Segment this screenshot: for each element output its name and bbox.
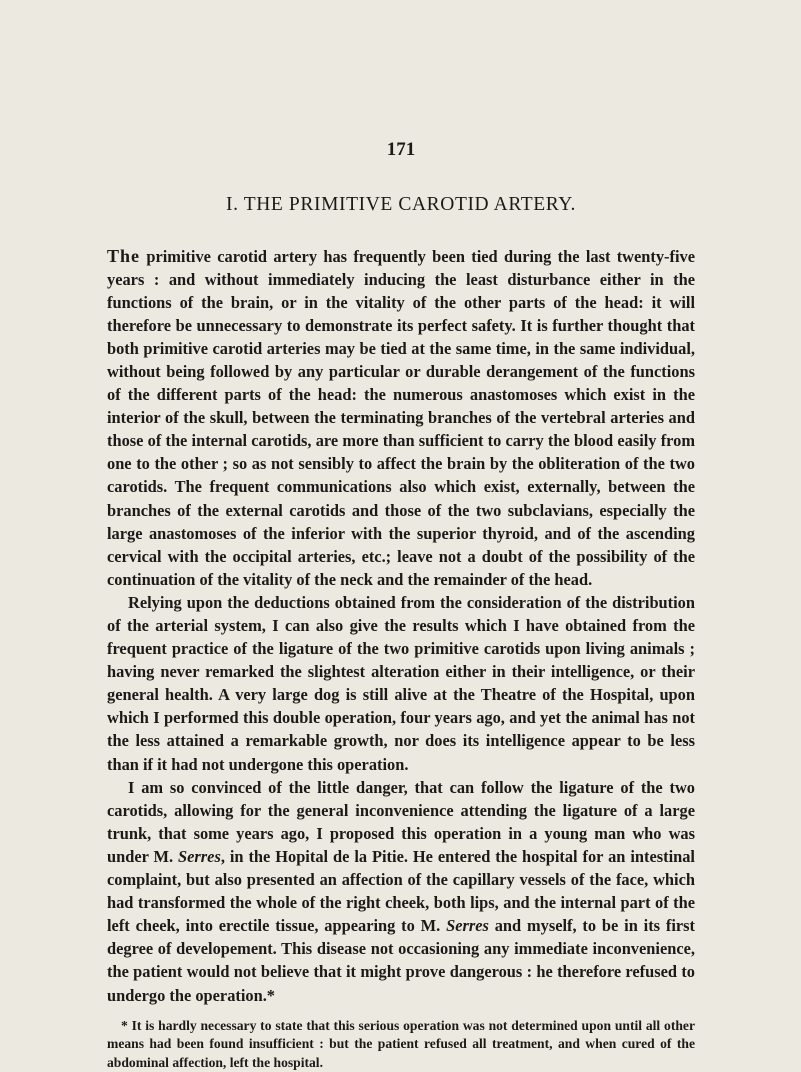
- paragraph-3-text-a: I am so convinced of the little danger, that can follow the ligature of the two carotids, allowing for the general inconvenience attending the ligature of a large trunk, that some years ago, I proposed this operation in a young man who was under M.: [107, 777, 695, 866]
- paragraph-1: [107, 245, 695, 591]
- chapter-title: I. THE PRIMITIVE CAROTID ARTERY.: [226, 194, 576, 215]
- page-number: 171: [386, 139, 416, 160]
- body-text: [107, 245, 695, 1007]
- paragraph-3-text-b: , in the Hopital de la Pitie. He entered the hospital for an intestinal complaint, but also presented an affection of the capillary vessels of the face, which had transformed the whole of the right cheek, both lips, and the internal part of the left cheek, into erectile tissue, appearing to M.: [107, 846, 695, 936]
- name-serres: Serres: [446, 916, 489, 936]
- paragraph-3-text-c: and myself, to be in its first degree of developement. This disease not occasioning any immediate inconvenience, the patient would not believe that it might prove dangerous : he therefore refused to undergo the operation.*: [107, 916, 696, 1005]
- paragraph-lead-word: The: [107, 245, 141, 266]
- paragraph-2: Relying upon the deductions obtained from the consideration of the distribution of the arterial system, I can also give the results which I have obtained from the frequent practice of the ligature of the two primitive carotids upon living animals ; having never remarked the slightest alteration either in their intelligence, or their general health. A very large dog is still alive at the Theatre of the Hospital, upon which I performed this double operation, four years ago, and yet the animal has not the less attained a remarkable growth, nor does its intelligence appear to be less than if it had not undergone this operation.: [107, 592, 695, 774]
- name-serres: Serres: [178, 846, 221, 866]
- footnote: * It is hardly necessary to state that this serious operation was not determined upon until all other means had been found insufficient : but the patient refused all treatment, and when cured of the abdominal affection, left the hospital.: [107, 1017, 695, 1070]
- paragraph-3: [107, 776, 695, 1007]
- paragraph-1-text: primitive carotid artery has frequently been tied during the last twenty-five years : and without immediately inducing the least disturbance either in the functions of the brain, or in the vitality of the other parts of the head: it will therefore be unnecessary to demonstrate its perfect safety. It is further thought that both primitive carotid arteries may be tied at the same time, in the same individual, without being followed by any particular or durable derangement of the functions of the different parts of the head: the numerous anastomoses which exist in the interior of the skull, between the terminating branches of the vertebral arteries and those of the internal carotids, are more than sufficient to carry the blood easily from one to the other ; so as not sensibly to affect the brain by the obliteration of the two carotids. The frequent communications also which exist, externally, between the branches of the external carotids and those of the two subclavians, especially the large anastomoses of the inferior with the superior thyroid, and of the ascending cervical with the occipital arteries, etc.; leave not a doubt of the possibility of the continuation of the vitality of the neck and the remainder of the head.: [107, 246, 695, 589]
